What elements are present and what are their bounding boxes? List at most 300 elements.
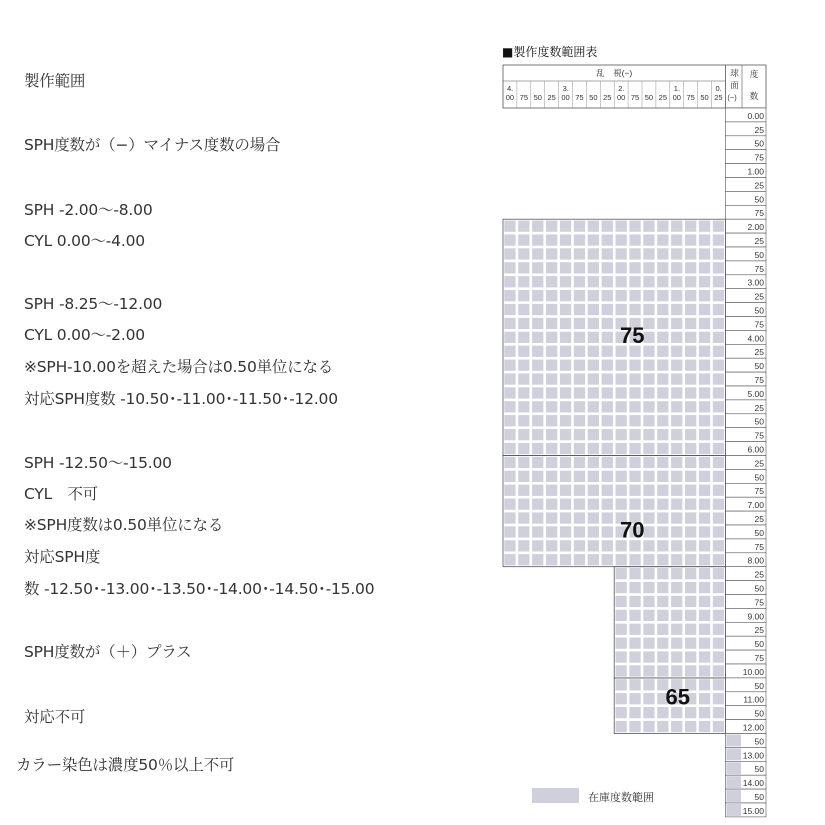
stock-cell-sph xyxy=(726,776,741,788)
stock-cell xyxy=(616,471,627,482)
stock-cell xyxy=(602,540,613,551)
stock-cell xyxy=(518,276,529,287)
stock-cell xyxy=(560,221,571,232)
stock-cell xyxy=(588,387,599,398)
sph-row-label: 25 xyxy=(754,514,764,524)
stock-cell xyxy=(518,471,529,482)
stock-cell xyxy=(685,318,696,329)
stock-cell xyxy=(713,596,724,607)
sph-row-label: 10.00 xyxy=(742,666,764,677)
stock-cell xyxy=(671,526,682,537)
stock-cell xyxy=(671,415,682,426)
stock-cell xyxy=(616,499,627,510)
stock-cell xyxy=(588,304,599,315)
stock-cell xyxy=(643,429,654,440)
stock-cell xyxy=(629,610,640,621)
sph-row-label: 50 xyxy=(754,416,764,427)
sph-header: 度 xyxy=(749,69,759,79)
cyl-col-label: 25 xyxy=(714,93,723,102)
stock-cell xyxy=(699,360,710,371)
stock-cell xyxy=(643,485,654,496)
stock-cell xyxy=(657,610,668,621)
stock-cell xyxy=(588,499,599,510)
stock-cell xyxy=(643,665,654,676)
stock-cell xyxy=(602,373,613,384)
stock-cell xyxy=(546,554,557,565)
stock-cell xyxy=(657,457,668,468)
stock-cell xyxy=(629,651,640,662)
stock-cell xyxy=(713,610,724,621)
cyl-col-label: 50 xyxy=(589,93,598,102)
stock-cell xyxy=(699,485,710,496)
stock-cell xyxy=(657,346,668,357)
stock-cell xyxy=(588,512,599,523)
stock-cell xyxy=(713,318,724,329)
stock-cell xyxy=(713,457,724,468)
sph-row-label: 75 xyxy=(754,486,764,497)
stock-cell xyxy=(629,304,640,315)
cyl-col-label: 2. xyxy=(618,84,625,93)
stock-cell xyxy=(629,262,640,273)
stock-cell xyxy=(699,554,710,565)
stock-cell xyxy=(643,443,654,454)
stock-cell xyxy=(629,429,640,440)
stock-cell xyxy=(504,401,515,412)
cyl-col-label: 1. xyxy=(673,84,681,93)
stock-cell xyxy=(629,721,640,732)
stock-cell xyxy=(713,262,724,273)
stock-cell xyxy=(546,512,557,523)
stock-cell xyxy=(532,540,543,551)
sph-row-label: 25 xyxy=(754,625,764,636)
stock-cell xyxy=(643,624,654,635)
stock-cell xyxy=(629,679,640,690)
stock-cell xyxy=(546,540,557,551)
cyl-col-label: 75 xyxy=(630,93,640,102)
stock-cell xyxy=(560,540,571,551)
stock-cell xyxy=(699,373,710,384)
stock-cell xyxy=(657,526,668,537)
stock-cell xyxy=(671,485,682,496)
sph-row-label: 75 xyxy=(754,375,764,385)
stock-cell xyxy=(518,248,529,259)
stock-cell xyxy=(602,512,613,523)
stock-cell xyxy=(699,332,710,343)
sph-row-label: 15.00 xyxy=(742,805,764,816)
stock-cell xyxy=(643,610,654,621)
stock-cell xyxy=(699,276,710,287)
stock-cell xyxy=(671,512,682,523)
stock-cell xyxy=(602,346,613,357)
stock-cell xyxy=(699,693,710,704)
stock-cell xyxy=(629,415,640,426)
stock-cell xyxy=(685,526,696,537)
stock-cell xyxy=(602,248,613,259)
stock-cell xyxy=(713,304,724,315)
sph-row-label: 75 xyxy=(754,208,764,219)
stock-cell xyxy=(504,443,515,454)
scope-heading: 製作範囲 xyxy=(24,72,86,90)
sph-row-label: 50 xyxy=(754,138,764,149)
stock-cell xyxy=(588,234,599,245)
stock-cell xyxy=(685,290,696,301)
stock-cell xyxy=(532,373,543,384)
stock-cell xyxy=(657,485,668,496)
stock-cell xyxy=(616,221,627,232)
sph-row-label: 8.00 xyxy=(747,555,764,566)
stock-cell xyxy=(629,624,640,635)
stock-cell xyxy=(657,248,668,259)
stock-cell xyxy=(532,499,543,510)
stock-cell xyxy=(574,304,585,315)
stock-cell xyxy=(699,401,710,412)
cyl-col-label: 0. xyxy=(715,84,722,93)
stock-cell xyxy=(532,443,543,454)
stock-cell xyxy=(546,373,557,384)
stock-cell xyxy=(574,276,585,287)
stock-cell xyxy=(685,582,696,593)
sph-row-label: 50 xyxy=(754,583,764,594)
cyl-col-label: 25 xyxy=(603,93,612,102)
stock-cell xyxy=(532,471,543,482)
stock-cell xyxy=(699,707,710,718)
stock-cell xyxy=(546,429,557,440)
stock-cell xyxy=(602,443,613,454)
stock-cell xyxy=(616,401,627,412)
stock-cell xyxy=(685,346,696,357)
stock-cell xyxy=(560,373,571,384)
stock-cell xyxy=(588,471,599,482)
stock-cell xyxy=(713,248,724,259)
stock-cell xyxy=(699,679,710,690)
stock-cell xyxy=(699,387,710,398)
stock-cell xyxy=(560,304,571,315)
stock-cell xyxy=(546,304,557,315)
sph-row-label: 50 xyxy=(754,708,764,719)
stock-cell xyxy=(713,721,724,732)
sph-row-label: 25 xyxy=(754,347,764,358)
sph-row-label: 50 xyxy=(754,680,764,691)
stock-cell xyxy=(574,401,585,412)
stock-cell xyxy=(616,624,627,635)
stock-cell xyxy=(602,276,613,287)
stock-cell xyxy=(657,471,668,482)
stock-cell xyxy=(518,304,529,315)
stock-cell xyxy=(685,443,696,454)
stock-cell xyxy=(616,679,627,690)
stock-cell xyxy=(629,554,640,565)
stock-cell xyxy=(504,221,515,232)
range3-cyl: CYL 不可 xyxy=(24,485,98,503)
stock-cell xyxy=(657,568,668,579)
stock-cell xyxy=(643,554,654,565)
stock-cell xyxy=(671,471,682,482)
stock-cell xyxy=(616,387,627,398)
stock-cell xyxy=(713,540,724,551)
stock-cell xyxy=(616,276,627,287)
stock-cell xyxy=(685,540,696,551)
stock-cell xyxy=(602,221,613,232)
stock-cell xyxy=(685,638,696,649)
range1-cyl: CYL 0.00〜-4.00 xyxy=(24,232,145,250)
stock-cell xyxy=(532,234,543,245)
stock-cell xyxy=(699,610,710,621)
sph-row-label: 2.00 xyxy=(747,222,764,233)
stock-cell xyxy=(518,332,529,343)
stock-cell xyxy=(574,526,585,537)
stock-cell xyxy=(685,651,696,662)
stock-cell xyxy=(532,248,543,259)
stock-cell xyxy=(657,624,668,635)
stock-cell xyxy=(532,262,543,273)
stock-cell xyxy=(657,360,668,371)
stock-cell xyxy=(629,693,640,704)
stock-cell xyxy=(657,373,668,384)
stock-cell xyxy=(671,401,682,412)
stock-cell xyxy=(574,485,585,496)
stock-cell xyxy=(713,665,724,676)
stock-cell xyxy=(560,554,571,565)
stock-cell xyxy=(685,624,696,635)
stock-cell xyxy=(685,415,696,426)
stock-cell xyxy=(699,499,710,510)
stock-cell xyxy=(616,290,627,301)
stock-cell xyxy=(699,290,710,301)
stock-cell xyxy=(616,485,627,496)
stock-cell xyxy=(657,318,668,329)
stock-cell xyxy=(560,457,571,468)
stock-cell xyxy=(532,221,543,232)
stock-cell xyxy=(713,429,724,440)
stock-cell xyxy=(629,665,640,676)
stock-cell xyxy=(602,304,613,315)
stock-cell xyxy=(629,248,640,259)
stock-cell xyxy=(588,360,599,371)
stock-cell xyxy=(588,221,599,232)
cyl-col-label: 3. xyxy=(562,84,569,93)
stock-cell xyxy=(699,721,710,732)
stock-cell xyxy=(532,332,543,343)
stock-cell xyxy=(685,665,696,676)
stock-cell xyxy=(685,387,696,398)
sph-row-label: 0.00 xyxy=(747,110,764,121)
stock-cell xyxy=(629,360,640,371)
stock-cell xyxy=(504,457,515,468)
range3-values-line2: 数 -12.50･-13.00･-13.50･-14.00･-14.50･-15.00 xyxy=(24,580,375,598)
stock-cell xyxy=(657,221,668,232)
stock-cell xyxy=(671,262,682,273)
stock-cell xyxy=(532,290,543,301)
stock-cell xyxy=(699,471,710,482)
stock-cell xyxy=(574,499,585,510)
stock-cell xyxy=(713,443,724,454)
stock-cell xyxy=(671,346,682,357)
stock-cell xyxy=(602,332,613,343)
stock-cell xyxy=(532,401,543,412)
stock-cell xyxy=(616,373,627,384)
stock-cell xyxy=(657,721,668,732)
stock-cell xyxy=(629,373,640,384)
stock-cell xyxy=(671,638,682,649)
sph-row-label: 25 xyxy=(754,180,764,191)
stock-cell xyxy=(629,457,640,468)
sph-row-label: 4.00 xyxy=(747,333,764,344)
stock-cell xyxy=(713,512,724,523)
stock-cell xyxy=(699,304,710,315)
sph-row-label: 75 xyxy=(754,263,764,274)
stock-cell xyxy=(713,568,724,579)
stock-cell xyxy=(629,234,640,245)
plus-note: 対応不可 xyxy=(24,708,86,726)
stock-cell xyxy=(671,304,682,315)
stock-cell xyxy=(518,429,529,440)
stock-cell xyxy=(685,554,696,565)
stock-cell xyxy=(518,499,529,510)
stock-cell xyxy=(560,234,571,245)
stock-cell xyxy=(532,554,543,565)
stock-cell xyxy=(546,443,557,454)
zone-label: 70 xyxy=(619,517,645,543)
stock-cell xyxy=(657,429,668,440)
stock-cell xyxy=(657,304,668,315)
stock-cell xyxy=(560,318,571,329)
stock-cell xyxy=(699,262,710,273)
stock-cell xyxy=(532,512,543,523)
stock-cell xyxy=(643,651,654,662)
stock-cell xyxy=(546,290,557,301)
stock-cell xyxy=(574,248,585,259)
stock-cell xyxy=(546,387,557,398)
sph-row-label: 75 xyxy=(754,541,764,552)
stock-cell xyxy=(643,415,654,426)
stock-cell xyxy=(546,526,557,537)
stock-cell xyxy=(504,248,515,259)
stock-cell xyxy=(518,512,529,523)
stock-cell xyxy=(504,512,515,523)
stock-cell xyxy=(713,624,724,635)
stock-cell xyxy=(504,373,515,384)
stock-cell xyxy=(713,332,724,343)
stock-cell xyxy=(643,221,654,232)
stock-cell xyxy=(532,387,543,398)
stock-cell xyxy=(643,540,654,551)
stock-cell xyxy=(685,512,696,523)
stock-cell xyxy=(546,346,557,357)
stock-cell xyxy=(518,346,529,357)
stock-cell xyxy=(685,360,696,371)
stock-cell xyxy=(560,499,571,510)
stock-cell xyxy=(602,401,613,412)
stock-cell xyxy=(504,276,515,287)
stock-cell xyxy=(671,665,682,676)
stock-cell xyxy=(574,373,585,384)
cyl-col-label: 00 xyxy=(616,93,626,102)
stock-cell xyxy=(671,721,682,732)
stock-cell xyxy=(532,415,543,426)
sph-header: 数 xyxy=(749,91,759,101)
stock-cell xyxy=(671,429,682,440)
stock-cell xyxy=(504,554,515,565)
stock-cell xyxy=(643,679,654,690)
stock-cell xyxy=(671,596,682,607)
stock-cell xyxy=(699,346,710,357)
stock-cell xyxy=(629,596,640,607)
stock-cell xyxy=(602,415,613,426)
stock-cell xyxy=(546,471,557,482)
sph-row-label: 13.00 xyxy=(742,750,764,761)
stock-cell xyxy=(588,526,599,537)
stock-cell xyxy=(713,360,724,371)
stock-cell xyxy=(629,471,640,482)
stock-cell xyxy=(643,721,654,732)
stock-cell xyxy=(671,610,682,621)
stock-cell xyxy=(643,638,654,649)
stock-cell xyxy=(685,373,696,384)
stock-cell xyxy=(518,401,529,412)
stock-cell xyxy=(713,234,724,245)
stock-cell xyxy=(588,262,599,273)
stock-cell xyxy=(574,221,585,232)
stock-cell xyxy=(699,415,710,426)
stock-cell xyxy=(671,221,682,232)
stock-cell xyxy=(657,401,668,412)
stock-cell xyxy=(504,234,515,245)
stock-cell xyxy=(657,262,668,273)
stock-cell xyxy=(616,429,627,440)
stock-cell xyxy=(699,624,710,635)
stock-cell xyxy=(699,568,710,579)
stock-cell xyxy=(588,332,599,343)
stock-cell xyxy=(574,262,585,273)
stock-cell xyxy=(602,262,613,273)
zone-label: 65 xyxy=(665,684,691,710)
stock-cell xyxy=(657,443,668,454)
stock-cell xyxy=(504,540,515,551)
stock-cell xyxy=(671,457,682,468)
stock-cell xyxy=(546,401,557,412)
stock-cell xyxy=(643,387,654,398)
stock-cell xyxy=(560,526,571,537)
stock-cell xyxy=(616,693,627,704)
stock-cell xyxy=(671,318,682,329)
stock-cell xyxy=(713,346,724,357)
stock-cell xyxy=(713,499,724,510)
stock-cell xyxy=(629,443,640,454)
range3-sph: SPH -12.50〜-15.00 xyxy=(24,454,172,472)
stock-cell xyxy=(643,471,654,482)
sph-row-label: 25 xyxy=(754,291,764,302)
stock-cell xyxy=(602,387,613,398)
stock-cell xyxy=(616,721,627,732)
stock-cell xyxy=(574,554,585,565)
sph-row-label: 50 xyxy=(754,764,764,775)
stock-cell xyxy=(685,429,696,440)
stock-cell xyxy=(643,707,654,718)
stock-cell xyxy=(532,429,543,440)
stock-cell xyxy=(713,401,724,412)
stock-cell xyxy=(657,582,668,593)
stock-cell xyxy=(588,485,599,496)
minus-heading: SPH度数が（−）マイナス度数の場合 xyxy=(24,136,281,154)
stock-cell xyxy=(574,443,585,454)
stock-cell xyxy=(532,346,543,357)
stock-cell xyxy=(574,471,585,482)
stock-cell xyxy=(616,582,627,593)
stock-cell xyxy=(643,568,654,579)
stock-cell xyxy=(518,234,529,245)
cyl-col-label: 50 xyxy=(533,93,542,102)
stock-cell xyxy=(504,304,515,315)
